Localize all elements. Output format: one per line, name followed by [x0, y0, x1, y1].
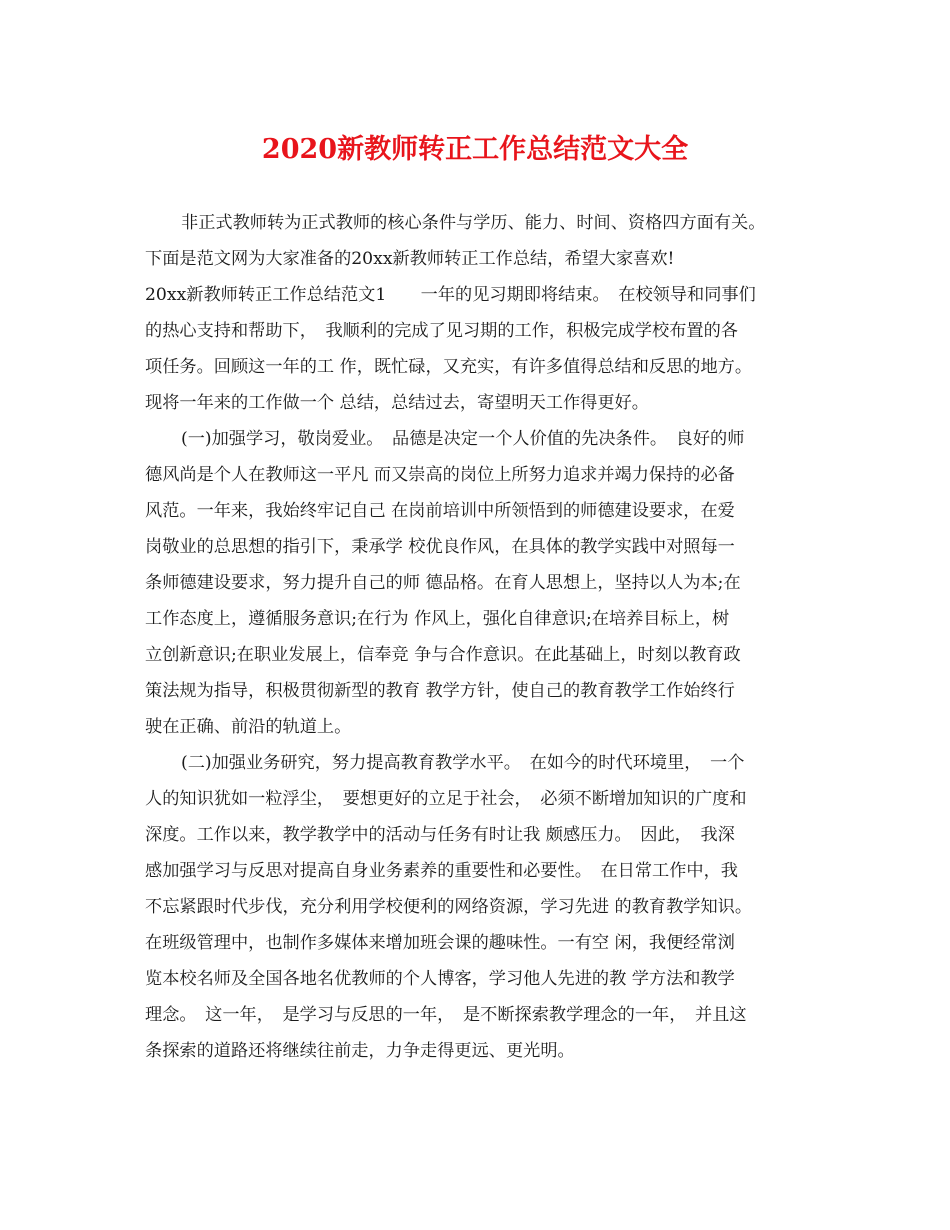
text-line: 现将一年来的工作做一个 总结，总结过去，寄望明天工作得更好。 — [145, 393, 649, 413]
document-title: 2020新教师转正工作总结范文大全 — [261, 134, 689, 165]
text-line: 条师德建设要求，努力提升自己的师 德品格。在育人思想上，坚持以人为本;在 — [145, 573, 741, 593]
text-line: 理念。 这一年， 是学习与反思的一年， 是不断探索教学理念的一年， 并且这 — [145, 1005, 747, 1025]
text-line: 的热心支持和帮助下， 我顺利的完成了见习期的工作，积极完成学校布置的各 — [145, 321, 738, 341]
text-line: 德风尚是个人在教师这一平凡 而又崇高的岗位上所努力追求并竭力保持的必备 — [145, 465, 735, 485]
text-line: 非正式教师转为正式教师的核心条件与学历、能力、时间、资格四方面有关。 — [181, 213, 766, 233]
text-line: 策法规为指导，积极贯彻新型的教育 教学方针，使自己的教育教学工作始终行 — [145, 681, 735, 701]
document-body — [145, 205, 815, 1069]
text-line: 览本校名师及全国各地名优教师的个人博客，学习他人先进的教 学方法和教学 — [145, 969, 735, 989]
text-line: 下面是范文网为大家准备的20xx新教师转正工作总结，希望大家喜欢! — [145, 249, 675, 269]
text-line: 风范。一年来，我始终牢记自己 在岗前培训中所领悟到的师德建设要求，在爱 — [145, 501, 735, 521]
text-line: 驶在正确、前沿的轨道上。 — [145, 717, 352, 737]
text-line: 深度。工作以来，教学教学中的活动与任务有时让我 颇感压力。 因此， 我深 — [145, 825, 735, 845]
text-line: 条探索的道路还将继续往前走，力争走得更远、更光明。 — [145, 1041, 575, 1061]
text-line: 在班级管理中，也制作多媒体来增加班会课的趣味性。一有空 闲，我便经常浏 — [145, 933, 735, 953]
text-line: 人的知识犹如一粒浮尘， 要想更好的立足于社会， 必须不断增加知识的广度和 — [145, 789, 747, 809]
text-line: (二)加强业务研究，努力提高教育教学水平。 在如今的时代环境里， 一个 — [181, 753, 745, 773]
text-line: 感加强学习与反思对提高自身业务素养的重要性和必要性。 在日常工作中，我 — [145, 861, 738, 881]
text-line: 岗敬业的总思想的指引下，秉承学 校优良作风，在具体的教学实践中对照每一 — [145, 537, 735, 557]
text-line: 项任务。回顾这一年的工 作，既忙碌，又充实，有许多值得总结和反思的地方。 — [145, 357, 753, 377]
text-line: 立创新意识;在职业发展上，信奉竞 争与合作意识。在此基础上，时刻以教育政 — [145, 645, 741, 665]
text-line: 工作态度上，遵循服务意识;在行为 作风上，强化自律意识;在培养目标上，树 — [145, 609, 730, 629]
text-line: (一)加强学习，敬岗爱业。 品德是决定一个人价值的先决条件。 良好的师 — [181, 429, 745, 449]
text-line: 20xx新教师转正工作总结范文1 一年的见习期即将结束。 在校领导和同事们 — [145, 285, 756, 305]
text-line: 不忘紧跟时代步伐，充分利用学校便利的网络资源，学习先进 的教育教学知识。 — [145, 897, 753, 917]
